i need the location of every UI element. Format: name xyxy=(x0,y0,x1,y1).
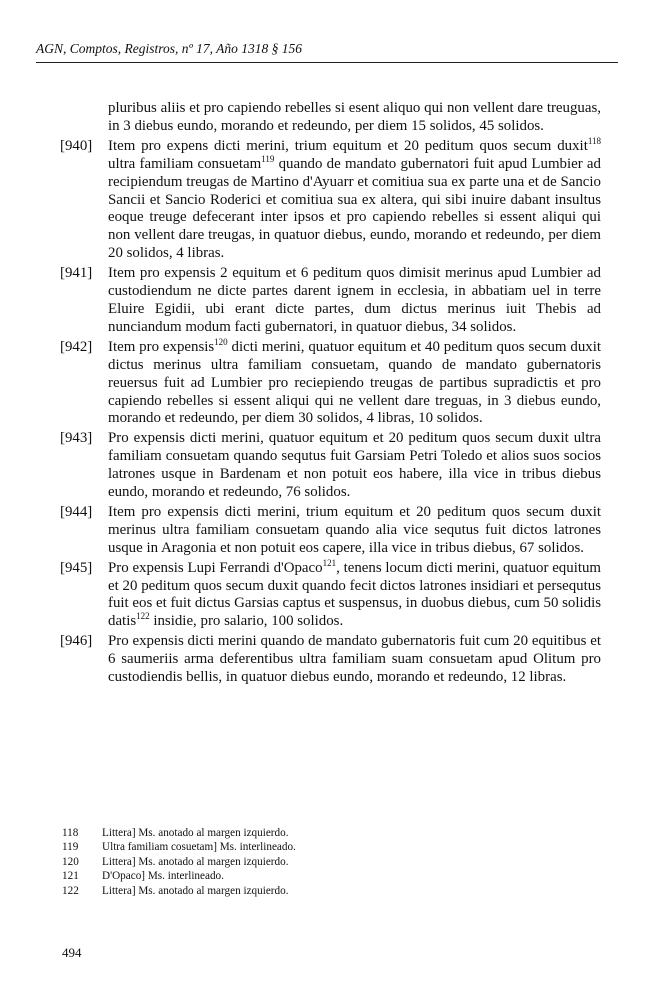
entry-text: Pro expensis dicti merini quando de mandato gubernatoris fuit cum 20 equitibus et 6 saumeriis arma deferentibus ultra familiam suam consuetam apud Olitum pro custodiendis bellis, in quatuor diebus eundo, morando et redeundo, 12 libras. xyxy=(108,633,601,686)
entry-number: [940] xyxy=(60,137,93,154)
page-number: 494 xyxy=(62,945,82,960)
entry-paragraph xyxy=(46,557,602,632)
entry-number: [944] xyxy=(60,503,93,520)
entry-text: ultra familiam consuetam xyxy=(108,155,262,172)
entry-text: pluribus aliis et pro capiendo rebelles si esent aliquo qui non vellent dare treuguas, in 3 diebus eundo, morando et redeundo, per diem 15 solidos, 45 solidos. xyxy=(108,100,601,134)
entry-text: Pro expensis dicti merini, quatuor equitum et 20 peditum quos secum duxit ultra familiam consuetam quando sequtus fuit Garsiam Petri Toledo et alios suos socios latrones usque in Bardenam et non potuit eos habere, illa vice in tribus diebus eundo, morando et redeundo, 76 solidos. xyxy=(108,430,601,501)
running-header: AGN, Comptos, Registros, nº 17, Año 1318 § 156 xyxy=(36,41,302,56)
footnote-number: 121 xyxy=(62,870,79,883)
footnote xyxy=(62,840,562,854)
entry-text: Item pro expensis 2 equitum et 6 peditum quos dimisit merinus apud Lumbier ad custodiendum ne dicte partes darent ignem in ecclesia, in abbatiam uel in terre Eluire Egidii, ubi erant dicte partes, dum dictus merinus iuit Thebis ad nunciandum modum facti gubernatori, in quatuor diebus, 34 solidos. xyxy=(108,265,601,335)
entry-number: [946] xyxy=(60,633,93,650)
entry-text: dicti merini, quatuor equitum et 40 peditum quos secum duxit dictus merinus ultra familiam consuetam, quando de mandato gubernatoris reuersus fuit ad Lumbier pro reciepiendo treugas de partibus supradictis et pro capiendo rebelles si essent aliqui qui ne vellent dare treguas, in 3 diebus eundo, morando et redeundo, per diem 30 solidos, 4 libras, 10 solidos. xyxy=(108,338,601,427)
footnote-number: 122 xyxy=(62,884,79,897)
footnotes xyxy=(62,826,562,898)
entry-text: insidie, pro salario, 100 solidos. xyxy=(149,613,344,630)
footnote-text: D'Opaco] Ms. interlineado. xyxy=(102,870,224,883)
footnote-ref: 121 xyxy=(322,557,337,568)
footnote xyxy=(62,869,562,883)
entry-paragraph xyxy=(46,265,601,337)
entry-paragraph xyxy=(46,135,601,263)
entry-text: quando de mandato gubernatori fuit apud Lumbier ad recipiendum treugas de Martino d'Ayuarr et comitiua sua ex parte una et de Sancio Sancii et Sancio Roderici et comitiua sua ex altera, qui sibi inuire dabant insultus eoque treuge defecerant inter ipsos et pro capiendo rebelles si essent aliqui qui non vellent dare treugas, in quatuor diebus, eundo, morando et redeundo, per diem 20 solidos, 4 libras. xyxy=(108,155,601,262)
footnote-number: 118 xyxy=(62,827,79,839)
entry-paragraph xyxy=(46,336,601,429)
footnote-text: Littera] Ms. anotado al margen izquierdo. xyxy=(102,827,289,839)
footnote-number: 120 xyxy=(62,855,79,868)
footnote xyxy=(62,826,562,840)
header-rule xyxy=(36,62,618,63)
footnote-text: Littera] Ms. anotado al margen izquierdo. xyxy=(102,855,289,868)
entry-number: [945] xyxy=(60,559,93,576)
footnote-number: 119 xyxy=(62,841,79,854)
footnote-ref: 122 xyxy=(136,611,150,622)
main-text xyxy=(46,100,601,689)
entry-text: , tenens locum dicti merini, quatuor equitum et 20 peditum quos secum duxit quando fecit dictos latrones insidiari et persequtus fuit eos et fuit dictus Garsias captus et suspensus, in duobus diebus, cum 50 solidis datis xyxy=(108,559,602,630)
entry-text: Pro expensis Lupi Ferrandi d'Opaco xyxy=(108,559,323,576)
entry-number: [941] xyxy=(60,265,93,282)
footnote-ref: 118 xyxy=(587,135,601,146)
entry-number: [943] xyxy=(60,430,93,447)
entry-paragraph xyxy=(46,430,601,502)
footnote xyxy=(62,855,562,869)
entry-paragraph xyxy=(46,504,601,558)
entry-text: Item pro expensis xyxy=(108,338,215,355)
entry-text: Item pro expensis dicti merini, trium equitum et 20 peditum quos secum duxit merinus ultra familiam consuetam quando alia vice sequtus fuit dictos latrones usque in Aragonia et non potuit eos capere, illa vice in tribus diebus, 67 solidos. xyxy=(108,503,601,556)
footnote-text: Ultra familiam cosuetam] Ms. interlineado. xyxy=(102,841,296,854)
footnote-ref: 119 xyxy=(261,153,275,164)
footnote-text: Littera] Ms. anotado al margen izquierdo. xyxy=(102,884,289,897)
footnote xyxy=(62,884,562,898)
footnote-ref: 120 xyxy=(214,336,228,347)
entry-number: [942] xyxy=(60,338,93,355)
entry-paragraph xyxy=(46,100,601,136)
entry-text: Item pro expens dicti merini, trium equitum et 20 peditum quos secum duxit xyxy=(108,137,588,154)
entry-paragraph xyxy=(46,633,601,687)
